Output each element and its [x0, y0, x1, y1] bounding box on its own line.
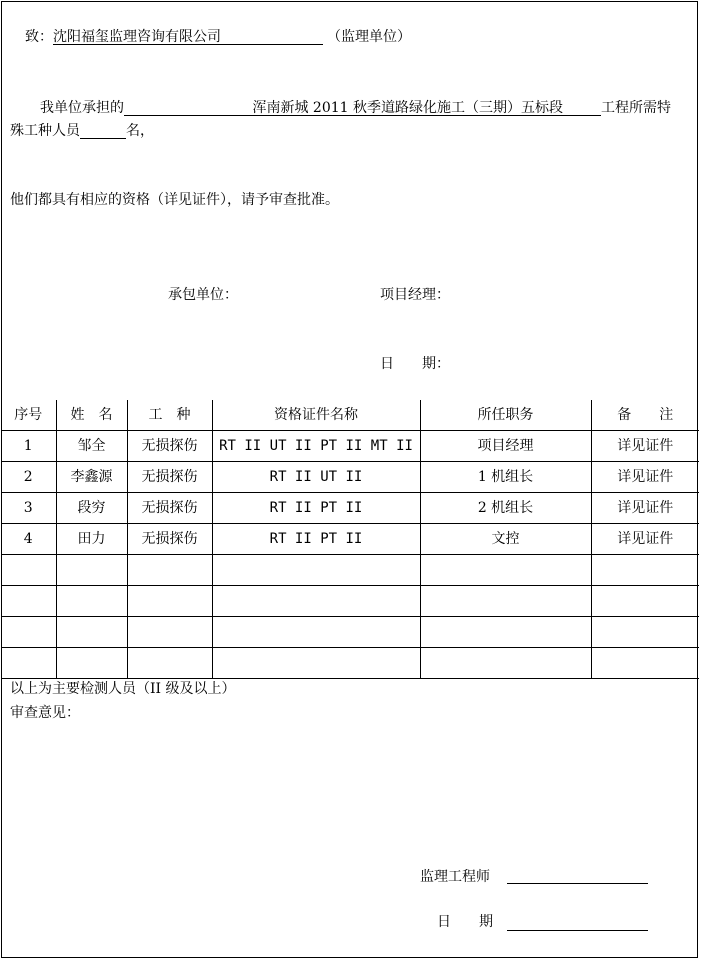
cell-name: 李鑫源: [56, 462, 127, 493]
header-cell-certificate: 资格证件名称: [212, 400, 420, 431]
addressee-company: 沈阳福玺监理咨询有限公司: [53, 29, 221, 45]
cell-name: 段穷: [56, 493, 127, 524]
header-cell-remarks: 备 注: [591, 400, 699, 431]
empty-table-row: [1, 648, 699, 679]
application-date-label: 日 期：: [380, 356, 450, 372]
cell-position: 2 机组长: [420, 493, 591, 524]
cell-name: 邹全: [56, 431, 127, 462]
cell-certificate: RT II PT II: [212, 524, 420, 555]
cell-certificate: RT II UT II PT II MT II: [212, 431, 420, 462]
supervising-engineer-label: 监理工程师: [420, 869, 490, 885]
personnel-note: 以上为主要检测人员（II 级及以上）: [10, 681, 236, 697]
addressee-line: [25, 29, 411, 45]
header-cell-trade: 工 种: [127, 400, 212, 431]
header-cell-position: 所任职务: [420, 400, 591, 431]
statement-line2-suffix: 名，: [126, 123, 154, 139]
cell-trade: 无损探伤: [127, 493, 212, 524]
review-opinion-label: 审查意见：: [10, 705, 80, 721]
empty-table-row: [1, 617, 699, 648]
header-cell-index: 序号: [1, 400, 56, 431]
empty-table-row: [1, 586, 699, 617]
cell-index: 3: [1, 493, 56, 524]
cell-position: 项目经理: [420, 431, 591, 462]
statement-line1-suffix: 工程所需特: [601, 100, 671, 116]
table-row: [1, 493, 699, 524]
cell-trade: 无损探伤: [127, 431, 212, 462]
cell-name: 田力: [56, 524, 127, 555]
personnel-table: [1, 400, 699, 679]
review-date-label: 日 期: [437, 914, 493, 930]
cell-remarks: 详见证件: [591, 462, 699, 493]
cell-remarks: 详见证件: [591, 524, 699, 555]
statement-line-2: [10, 123, 154, 139]
project-manager-label: 项目经理：: [380, 287, 450, 303]
contractor-label: 承包单位：: [168, 287, 238, 303]
table-row: [1, 462, 699, 493]
table-header-row: [1, 400, 699, 431]
cell-remarks: 详见证件: [591, 431, 699, 462]
statement-line-1: [40, 100, 671, 116]
cell-certificate: RT II PT II: [212, 493, 420, 524]
addressee-suffix: （监理单位）: [327, 29, 411, 45]
cell-index: 1: [1, 431, 56, 462]
engineer-signature-line[interactable]: [507, 883, 648, 884]
empty-table-row: [1, 555, 699, 586]
cell-index: 4: [1, 524, 56, 555]
table-row: [1, 524, 699, 555]
addressee-prefix: 致：: [25, 29, 53, 45]
review-date-line[interactable]: [507, 930, 648, 931]
statement-prefix: 我单位承担的: [40, 100, 124, 116]
cell-certificate: RT II UT II: [212, 462, 420, 493]
personnel-count-field[interactable]: [80, 123, 126, 139]
cell-trade: 无损探伤: [127, 524, 212, 555]
cell-remarks: 详见证件: [591, 493, 699, 524]
header-cell-name: 姓 名: [56, 400, 127, 431]
cell-position: 文控: [420, 524, 591, 555]
statement-line2-prefix: 殊工种人员: [10, 123, 80, 139]
table-row: [1, 431, 699, 462]
addressee-company-field: [53, 29, 323, 45]
project-name-field: [124, 100, 601, 116]
statement-line-3: 他们都具有相应的资格（详见证件），请予审查批准。: [10, 192, 339, 208]
cell-position: 1 机组长: [420, 462, 591, 493]
project-name: 浑南新城 2011 秋季道路绿化施工（三期）五标段: [252, 100, 563, 116]
cell-index: 2: [1, 462, 56, 493]
cell-trade: 无损探伤: [127, 462, 212, 493]
